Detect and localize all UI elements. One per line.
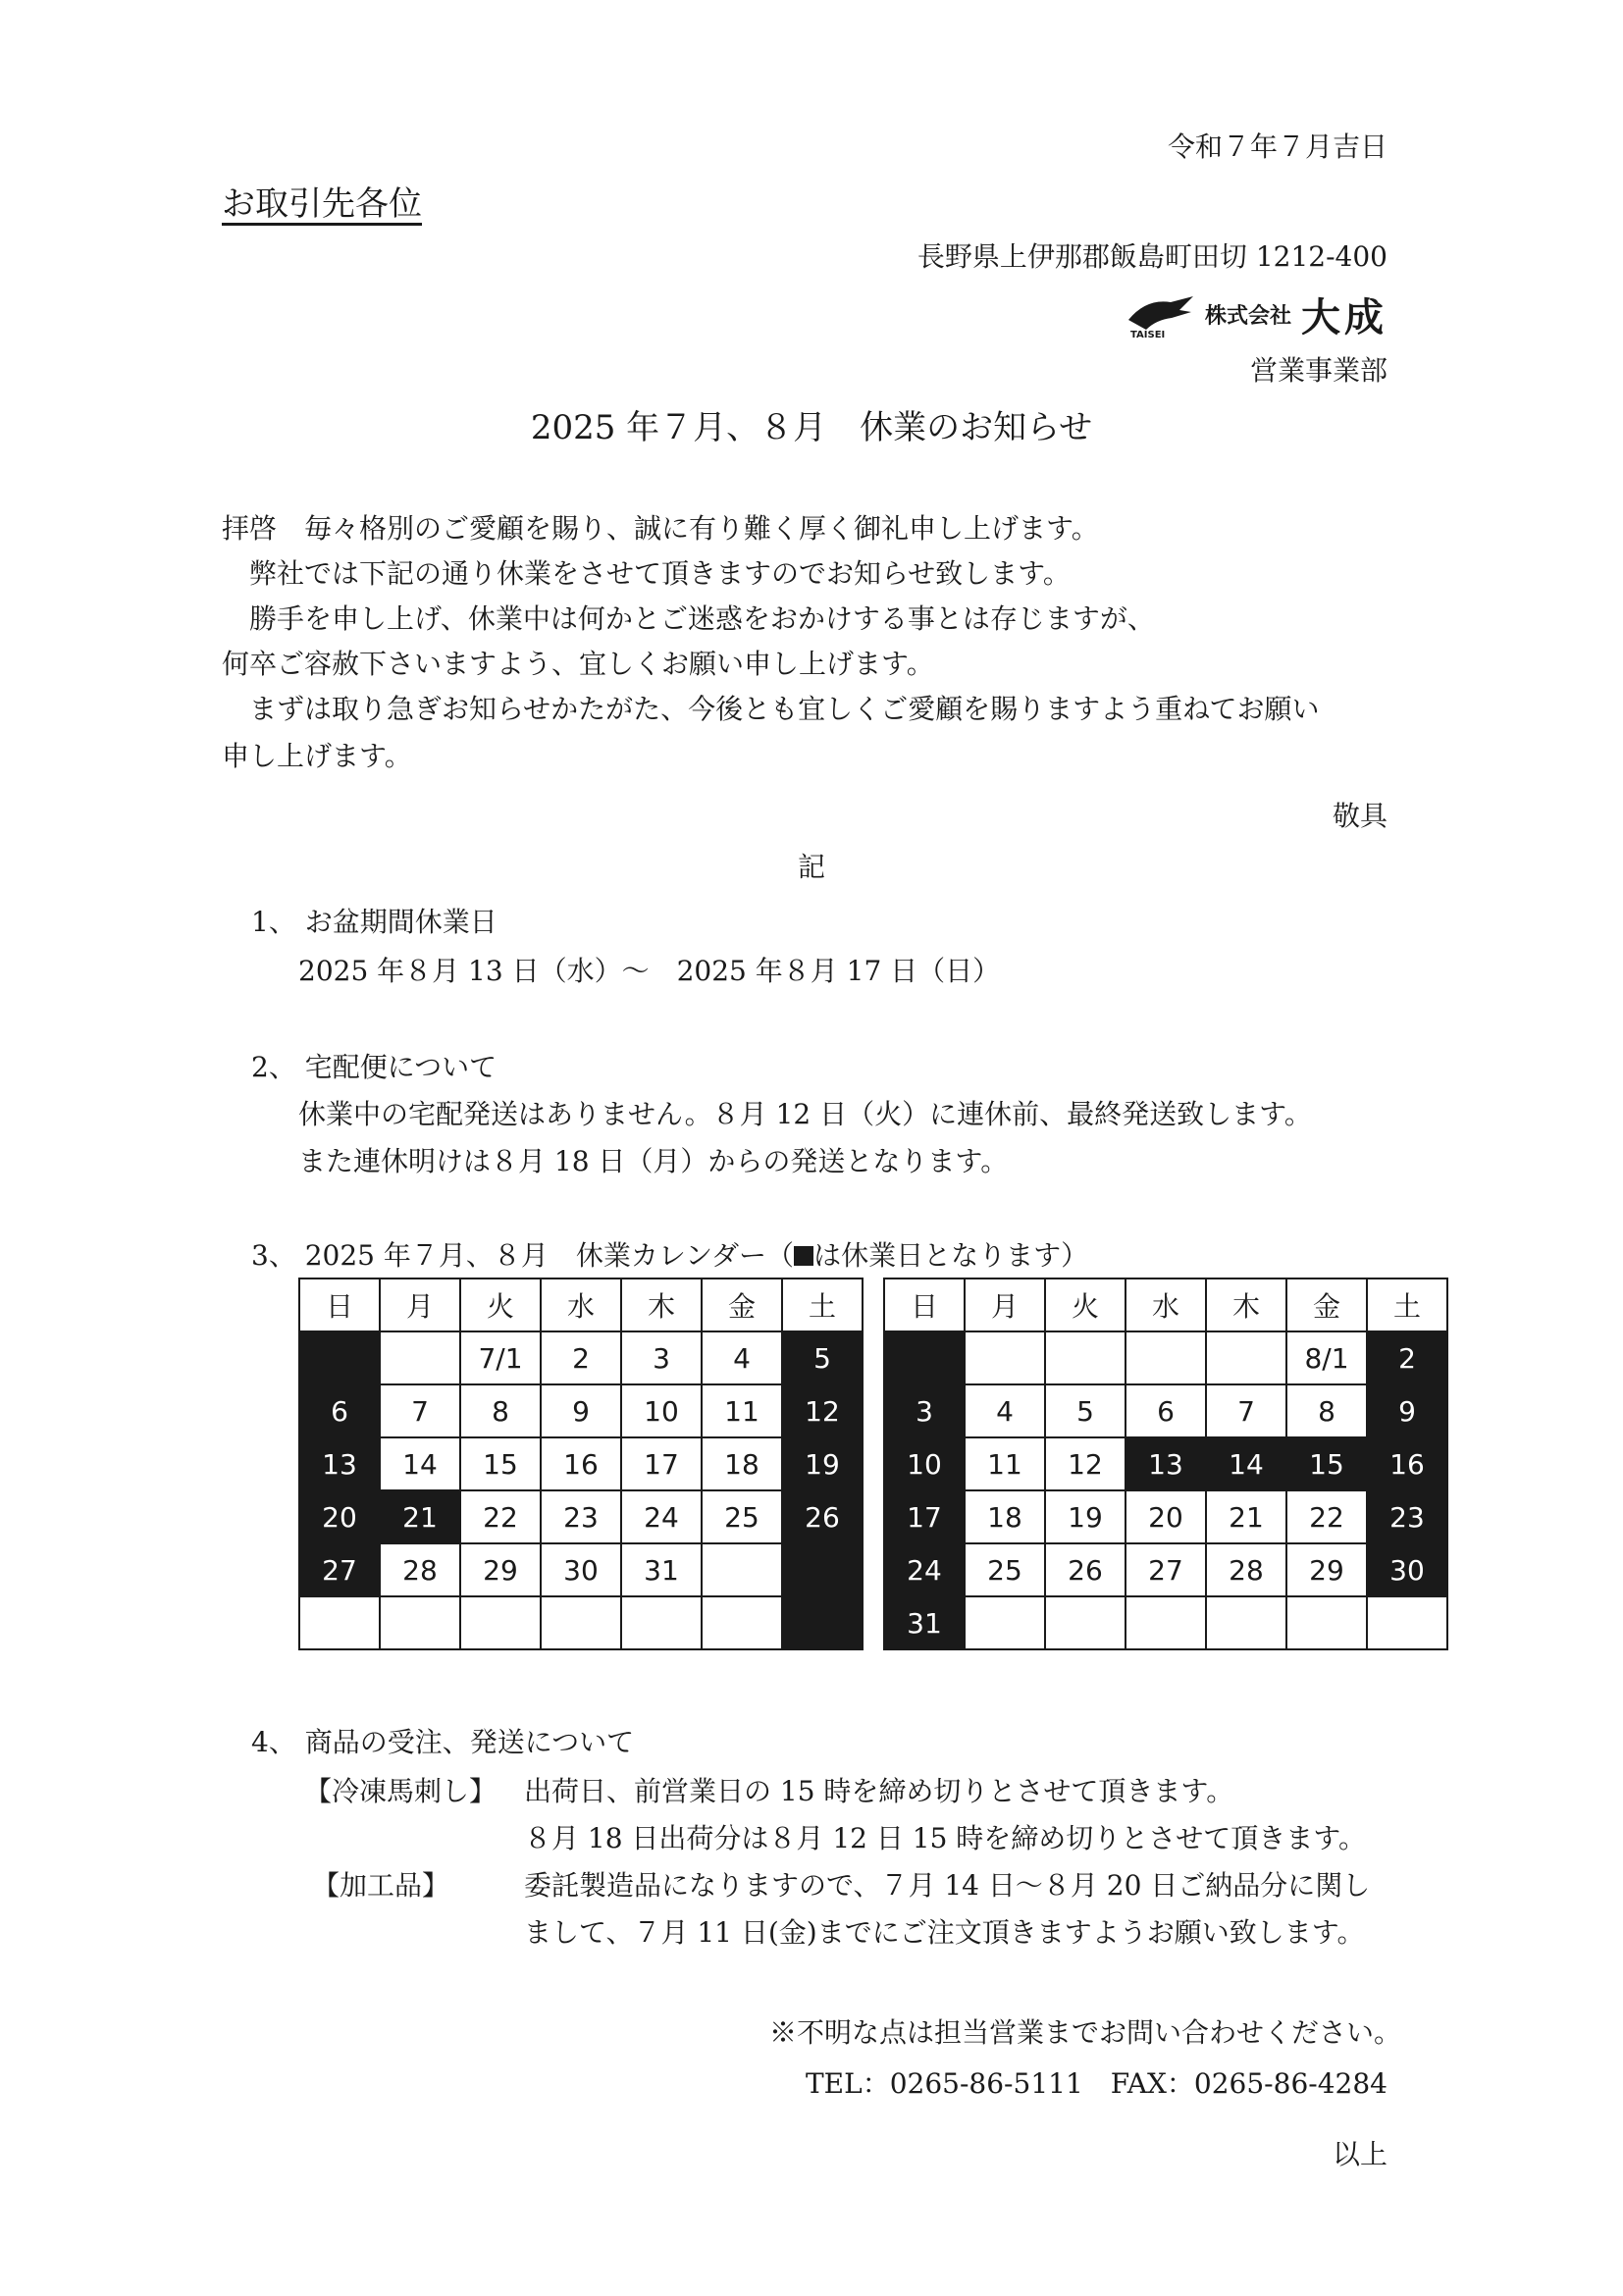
calendar-day-holiday: 10: [884, 1437, 965, 1490]
calendar-day: 3: [621, 1331, 702, 1384]
calendar-day-holiday: 9: [1367, 1384, 1447, 1437]
calendar-day: 11: [702, 1384, 782, 1437]
document-date: 令和７年７月吉日: [1167, 130, 1387, 163]
calendar-day: 12: [1045, 1437, 1126, 1490]
calendar-day: [1206, 1596, 1286, 1649]
weekday-header: 月: [965, 1278, 1045, 1331]
calendar-day-holiday: 5: [782, 1331, 863, 1384]
calendar-day-holiday: [782, 1543, 863, 1596]
calendar-day: [1126, 1596, 1206, 1649]
item-3-heading: [251, 1234, 1088, 1274]
calendar-week-row: [299, 1331, 863, 1384]
calendar-day: 8/1: [1286, 1331, 1367, 1384]
item-4-processed-label: 【加工品】: [312, 1869, 450, 1902]
weekday-header: 日: [299, 1278, 380, 1331]
greeting-line-2: 弊社では下記の通り休業をさせて頂きますのでお知らせ致します。: [222, 557, 1071, 590]
item-3-heading-text-a: 3、 2025 年７月、８月 休業カレンダー（: [251, 1239, 795, 1272]
contact-info: TEL：0265-86-5111 FAX：0265-86-4284: [806, 2067, 1387, 2100]
calendar-day: [380, 1596, 460, 1649]
calendar-day-holiday: 6: [299, 1384, 380, 1437]
calendar-week-row: [299, 1596, 863, 1649]
calendar-day: 2: [541, 1331, 621, 1384]
calendar-week-row: [299, 1490, 863, 1543]
calendar-day: 29: [1286, 1543, 1367, 1596]
calendar-day: [460, 1596, 541, 1649]
calendar-day: 22: [1286, 1490, 1367, 1543]
weekday-header: 土: [782, 1278, 863, 1331]
calendar-day: 27: [1126, 1543, 1206, 1596]
greeting-line-6: 申し上げます。: [222, 740, 412, 772]
greeting-line-5: まずは取り急ぎお知らせかたがた、今後とも宜しくご愛顧を賜りますよう重ねてお願い: [222, 693, 1320, 725]
logo-latin-text: TAISEI: [1129, 329, 1166, 339]
calendar-day: 25: [702, 1490, 782, 1543]
calendar-day: 15: [460, 1437, 541, 1490]
calendar-july: [298, 1278, 864, 1650]
ki-heading: 記: [797, 851, 825, 883]
calendar-day: 14: [380, 1437, 460, 1490]
calendar-day-holiday: 13: [1126, 1437, 1206, 1490]
calendar-day: [965, 1596, 1045, 1649]
calendar-day-holiday: [884, 1331, 965, 1384]
calendar-day-holiday: 30: [1367, 1543, 1447, 1596]
weekday-header-row: [884, 1278, 1447, 1331]
calendar-day: 8: [1286, 1384, 1367, 1437]
recipient-heading: お取引先各位: [222, 184, 422, 224]
calendar-day-holiday: 19: [782, 1437, 863, 1490]
calendar-august: [883, 1278, 1448, 1650]
calendar-day-holiday: 13: [299, 1437, 380, 1490]
calendar-day-holiday: 24: [884, 1543, 965, 1596]
calendar-week-row: [884, 1437, 1447, 1490]
item-2-line-1: 休業中の宅配発送はありません。８月 12 日（火）に連休前、最終発送致します。: [298, 1098, 1312, 1130]
calendar-day: 20: [1126, 1490, 1206, 1543]
calendar-week-row: [884, 1543, 1447, 1596]
calendar-day: [541, 1596, 621, 1649]
sender-address: 長野県上伊那郡飯島町田切 1212-400: [916, 240, 1387, 273]
dragon-logo-icon: [1126, 290, 1195, 339]
calendar-day: 21: [1206, 1490, 1286, 1543]
calendar-day-holiday: 16: [1367, 1437, 1447, 1490]
calendar-day: 18: [965, 1490, 1045, 1543]
calendar-day: 8: [460, 1384, 541, 1437]
item-4-heading: 4、 商品の受注、発送について: [251, 1726, 635, 1758]
calendar-day-holiday: 15: [1286, 1437, 1367, 1490]
calendar-day: [702, 1543, 782, 1596]
calendar-day-holiday: 14: [1206, 1437, 1286, 1490]
calendar-day: 24: [621, 1490, 702, 1543]
calendar-day: 7/1: [460, 1331, 541, 1384]
item-4-frozen-line-1: 出荷日、前営業日の 15 時を締め切りとさせて頂きます。: [524, 1775, 1234, 1807]
calendar-day-holiday: 26: [782, 1490, 863, 1543]
calendar-day: 11: [965, 1437, 1045, 1490]
item-1-heading: 1、 お盆期間休業日: [251, 906, 497, 938]
weekday-header-row: [299, 1278, 863, 1331]
calendar-day: 26: [1045, 1543, 1126, 1596]
calendar-day: [965, 1331, 1045, 1384]
calendar-week-row: [884, 1384, 1447, 1437]
calendar-day: 18: [702, 1437, 782, 1490]
company-prefix: 株式会社: [1204, 304, 1291, 329]
calendar-day: [299, 1596, 380, 1649]
calendar-day-holiday: [299, 1331, 380, 1384]
calendar-day: [1045, 1331, 1126, 1384]
weekday-header: 木: [621, 1278, 702, 1331]
weekday-header: 月: [380, 1278, 460, 1331]
calendar-day-holiday: 21: [380, 1490, 460, 1543]
calendar-day: [1126, 1331, 1206, 1384]
calendar-day-holiday: 17: [884, 1490, 965, 1543]
item-1-dates: 2025 年８月 13 日（水）～ 2025 年８月 17 日（日）: [298, 955, 1001, 987]
notice-title: 2025 年７月、８月 休業のお知らせ: [530, 408, 1093, 447]
calendar-day: 7: [380, 1384, 460, 1437]
calendar-day-holiday: 31: [884, 1596, 965, 1649]
calendar-week-row: [299, 1437, 863, 1490]
calendar-week-row: [884, 1331, 1447, 1384]
weekday-header: 土: [1367, 1278, 1447, 1331]
calendar-day: 10: [621, 1384, 702, 1437]
greeting-line-3: 勝手を申し上げ、休業中は何かとご迷惑をおかけする事とは存じますが、: [222, 602, 1155, 635]
item-3-heading-text-b: は休業日となります）: [813, 1239, 1089, 1272]
item-2-heading: 2、 宅配便について: [251, 1051, 497, 1083]
calendar-week-row: [884, 1596, 1447, 1649]
item-4-processed-line-2: まして、７月 11 日(金)までにご注文頂きますようお願い致します。: [524, 1916, 1365, 1949]
calendar-day: 16: [541, 1437, 621, 1490]
weekday-header: 火: [1045, 1278, 1126, 1331]
greeting-line-1: 拝啓 毎々格別のご愛顧を賜り、誠に有り難く厚く御礼申し上げます。: [222, 512, 1099, 545]
calendar-day-holiday: 3: [884, 1384, 965, 1437]
calendar-day-holiday: [782, 1596, 863, 1649]
weekday-header: 木: [1206, 1278, 1286, 1331]
calendar-week-row: [884, 1490, 1447, 1543]
calendar-day: 25: [965, 1543, 1045, 1596]
calendar-day-holiday: 12: [782, 1384, 863, 1437]
calendar-day: 29: [460, 1543, 541, 1596]
calendar-day: [621, 1596, 702, 1649]
calendar-week-row: [299, 1384, 863, 1437]
keigu: 敬具: [1332, 800, 1387, 832]
calendar-day: 22: [460, 1490, 541, 1543]
calendar-day: 30: [541, 1543, 621, 1596]
item-2-line-2: また連休明けは８月 18 日（月）からの発送となります。: [298, 1145, 1009, 1177]
weekday-header: 金: [702, 1278, 782, 1331]
calendar-day: 4: [965, 1384, 1045, 1437]
calendar-day-holiday: 27: [299, 1543, 380, 1596]
calendar-day: [702, 1596, 782, 1649]
calendar-day: 9: [541, 1384, 621, 1437]
item-4-frozen-line-2: ８月 18 日出荷分は８月 12 日 15 時を締め切りとさせて頂きます。: [524, 1822, 1367, 1854]
calendar-day: 28: [380, 1543, 460, 1596]
item-4-frozen-label: 【冷凍馬刺し】: [304, 1775, 497, 1807]
item-4-processed-line-1: 委託製造品になりますので、７月 14 日～８月 20 日ご納品分に関し: [524, 1869, 1371, 1902]
calendar-day: [1045, 1596, 1126, 1649]
company-logo: [1126, 287, 1387, 342]
calendar-day: [1206, 1331, 1286, 1384]
calendar-day: 6: [1126, 1384, 1206, 1437]
weekday-header: 金: [1286, 1278, 1367, 1331]
ijou: 以上: [1332, 2138, 1387, 2170]
calendar-day-holiday: 23: [1367, 1490, 1447, 1543]
holiday-legend-square-icon: [794, 1246, 813, 1266]
calendar-day: [1286, 1596, 1367, 1649]
weekday-header: 水: [1126, 1278, 1206, 1331]
calendar-day-holiday: 20: [299, 1490, 380, 1543]
department: 営業事業部: [1249, 354, 1387, 387]
calendar-day: 7: [1206, 1384, 1286, 1437]
calendar-day: 23: [541, 1490, 621, 1543]
calendar-day: [380, 1331, 460, 1384]
greeting-line-4: 何卒ご容赦下さいますよう、宜しくお願い申し上げます。: [222, 648, 934, 680]
calendar-day: [1367, 1596, 1447, 1649]
inquiry-note: ※不明な点は担当営業までお問い合わせください。: [768, 2016, 1401, 2049]
calendar-day: 19: [1045, 1490, 1126, 1543]
calendar-day: 5: [1045, 1384, 1126, 1437]
calendar-day: 31: [621, 1543, 702, 1596]
calendar-day: 4: [702, 1331, 782, 1384]
weekday-header: 火: [460, 1278, 541, 1331]
calendar-week-row: [299, 1543, 863, 1596]
calendar-day: 28: [1206, 1543, 1286, 1596]
weekday-header: 日: [884, 1278, 965, 1331]
calendar-day: 17: [621, 1437, 702, 1490]
weekday-header: 水: [541, 1278, 621, 1331]
company-name: 大成: [1301, 295, 1387, 340]
calendar-day-holiday: 2: [1367, 1331, 1447, 1384]
